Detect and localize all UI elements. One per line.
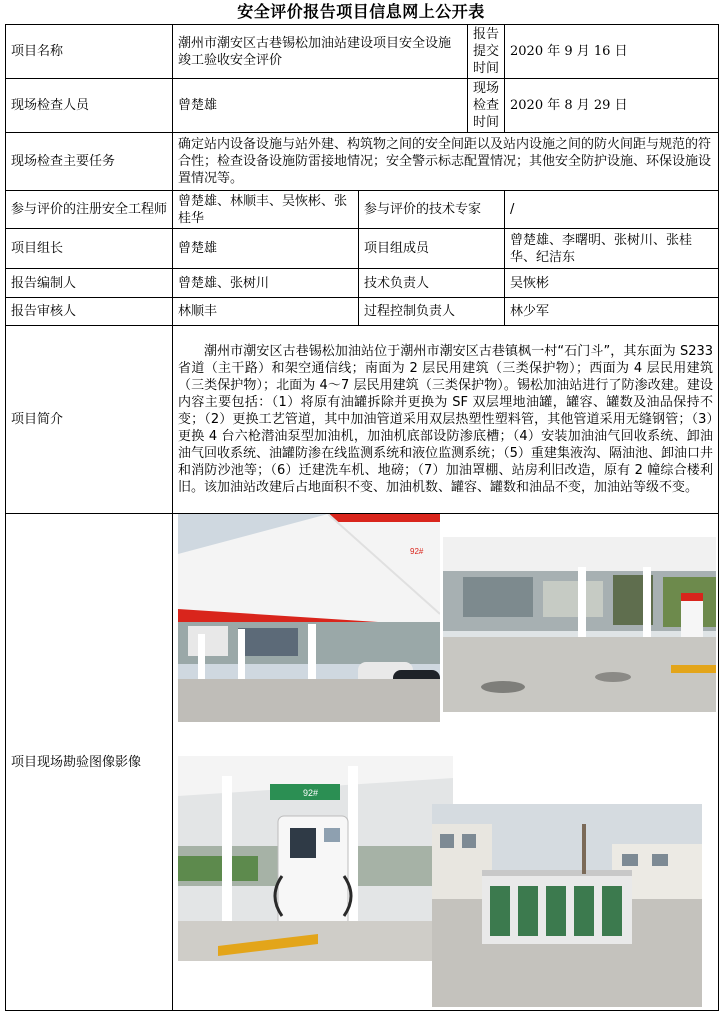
row-inspector	[6, 79, 719, 133]
leader-value: 曾楚雄	[173, 229, 359, 269]
photos-label: 项目现场勘验图像影像	[6, 514, 173, 1011]
editor-value: 曾楚雄、张树川	[173, 269, 359, 298]
intro-label: 项目简介	[6, 326, 173, 514]
reviewer-value: 林顺丰	[173, 298, 359, 326]
intro-text: 潮州市潮安区古巷锡松加油站位于潮州市潮安区古巷镇枫一村“石门斗”，其东面为 S233 省道（主干路）和架空通信线；南面为 2 层民用建筑（三类保护物）；西面为 4 层民用建筑（三类保护物）；北面为 4～7 层民用建筑（三类保护物）。锡松加油站进行了防渗改建。建设内容主要包括：（1）将原有油罐拆除并更换为 SF 双层埋地油罐，罐容、罐数及油品保持不变；（2）更换工艺管道，其中加油管道采用双层热塑性塑料管，其他管道采用无缝钢管；（3）更换 4 台六枪潜油泵型加油机，加油机底部设防渗底槽；（4）安装加油油气回收系统、卸油油气回收系统、油罐防渗在线监测系统和液位监测系统；（5）重建集液沟、隔油池、卸油口井和消防沙池等；（6）迁建洗车机、地磅；（7）加油罩棚、站房利旧改造，原有 2 幢综合楼利旧。该加油站改建后占地面积不变、加油机数、罐容、罐数和油品不变，加油站等级不变。	[178, 344, 714, 495]
row-photos	[6, 514, 719, 1011]
car-wash-structure-photo	[432, 804, 702, 1007]
editor-label: 报告编制人	[6, 269, 173, 298]
inspector-label: 现场检查人员	[6, 79, 173, 133]
experts-label: 参与评价的技术专家	[359, 191, 505, 229]
engineers-value: 曾楚雄、林顺丰、吴恢彬、张桂华	[173, 191, 359, 229]
tech-lead-value: 吴恢彬	[505, 269, 719, 298]
row-intro	[6, 326, 719, 514]
members-value: 曾楚雄、李曙明、张树川、张桂华、纪洁东	[505, 229, 719, 269]
project-name-label: 项目名称	[6, 25, 173, 79]
row-reviewer	[6, 298, 719, 326]
inspector-value: 曾楚雄	[173, 79, 468, 133]
row-project-name	[6, 25, 719, 79]
row-leader	[6, 229, 719, 269]
inspect-time-label: 现场检查时间	[468, 79, 505, 133]
leader-label: 项目组长	[6, 229, 173, 269]
process-lead-value: 林少军	[505, 298, 719, 326]
tasks-label: 现场检查主要任务	[6, 133, 173, 191]
project-name-value: 潮州市潮安区古巷锡松加油站建设项目安全设施竣工验收安全评价	[173, 25, 468, 79]
members-label: 项目组成员	[359, 229, 505, 269]
station-forecourt-photo	[443, 537, 716, 712]
submit-time-value: 2020 年 9 月 16 日	[505, 25, 719, 79]
info-table	[5, 24, 719, 1011]
submit-time-label: 报告提交时间	[468, 25, 505, 79]
page-title: 安全评价报告项目信息网上公开表	[237, 2, 485, 21]
engineers-label: 参与评价的注册安全工程师	[6, 191, 173, 229]
photo-3-sign-text: 92#	[303, 788, 319, 798]
canopy-overview-photo	[178, 514, 440, 722]
photos-cell	[173, 514, 719, 1011]
process-lead-label: 过程控制负责人	[359, 298, 505, 326]
tech-lead-label: 技术负责人	[359, 269, 505, 298]
photo-1-sign-text: 92#	[410, 547, 424, 556]
inspect-time-value: 2020 年 8 月 29 日	[505, 79, 719, 133]
row-editor	[6, 269, 719, 298]
experts-value: /	[505, 191, 719, 229]
row-tasks	[6, 133, 719, 191]
fuel-dispenser-photo	[178, 756, 453, 961]
row-engineers	[6, 191, 719, 229]
reviewer-label: 报告审核人	[6, 298, 173, 326]
tasks-value: 确定站内设备设施与站外建、构筑物之间的安全间距以及站内设施之间的防火间距与规范的符合性；检查设备设施防雷接地情况；安全警示标志配置情况；其他安全防护设施、环保设施设置情况等。	[173, 133, 719, 191]
